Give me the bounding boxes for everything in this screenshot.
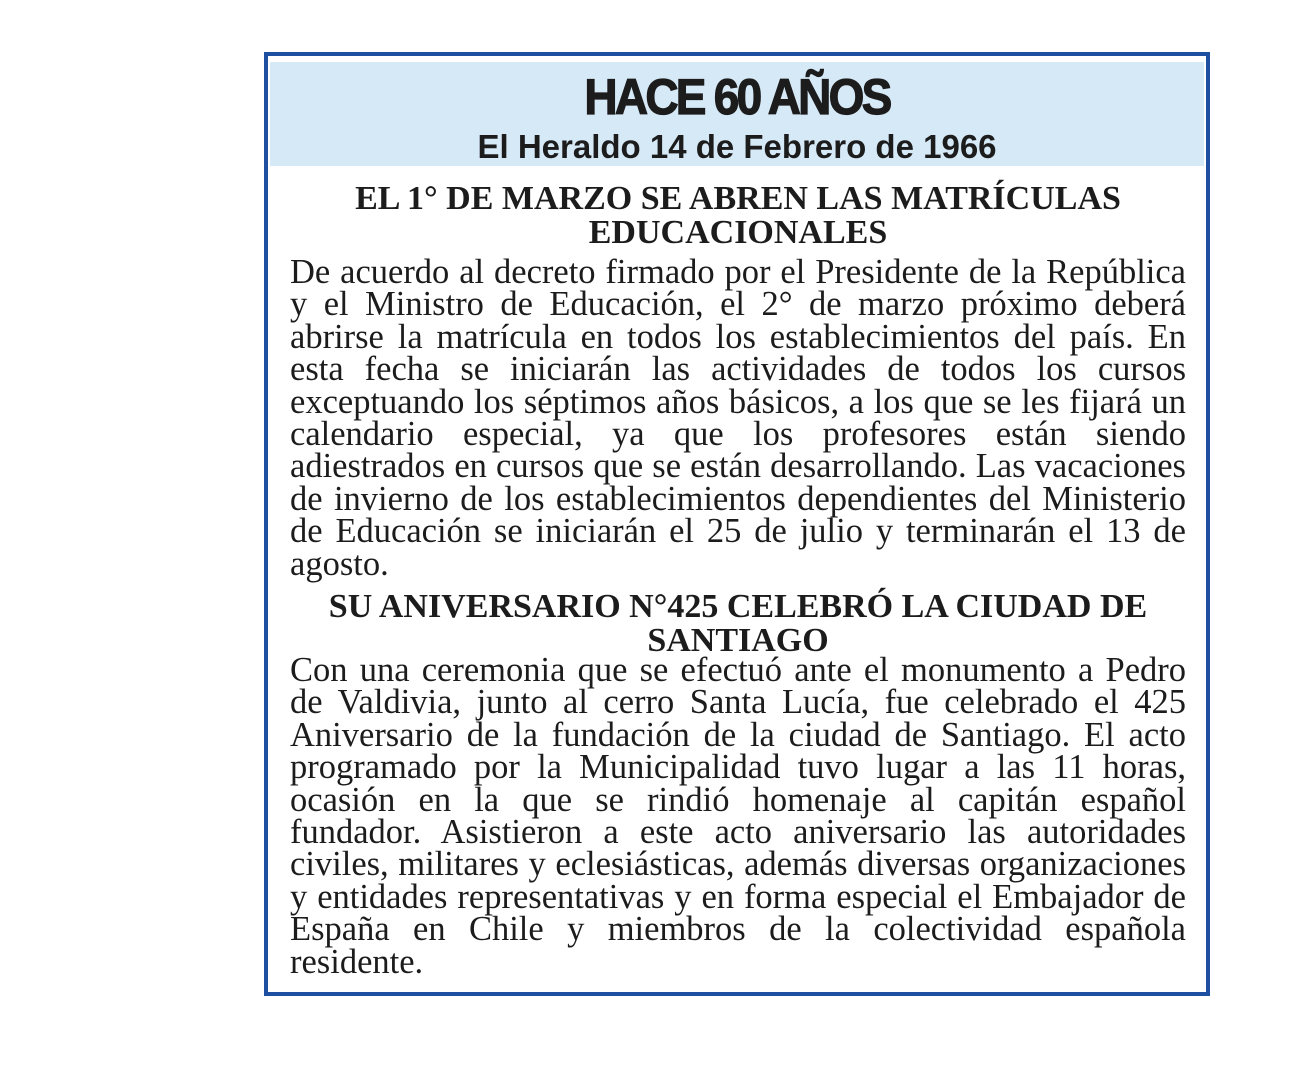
masthead bbox=[270, 62, 1204, 166]
clipping-frame bbox=[264, 52, 1210, 996]
masthead-date-line: El Heraldo 14 de Febrero de 1966 bbox=[477, 128, 997, 165]
article-body-matriculas: De acuerdo al decreto firmado por el Presidente de la República y el Ministro de Educación, el 2° de marzo próximo deberá abrirse la matrícula en todos los establecimientos del país. En esta fecha se iniciarán las actividades de todos los cursos exceptuando los séptimos años básicos, a los que se les fijará un calendario especial, ya que los profesores están siendo adiestrados en cursos que se están desarrollando. Las vacaciones de invierno de los establecimientos dependientes del Ministerio de Educación se iniciarán el 25 de julio y terminarán el 13 de agosto. bbox=[290, 253, 1186, 583]
masthead-title: HACE 60 AÑOS bbox=[584, 69, 890, 125]
article-body-aniversario: Con una ceremonia que se efectuó ante el monumento a Pedro de Valdivia, junto al cerro Santa Lucía, fue celebrado el 425 Aniversario de la fundación de la ciudad de Santiago. El acto programado por la Municipalidad tuvo lugar a las 11 horas, ocasión en la que se rindió homenaje al capitán español fundador. Asistieron a este acto aniversario las autoridades civiles, militares y eclesiásticas, además diversas organizaciones y entidades representativas y en forma especial el Embajador de España en Chile y miembros de la colectividad española residente. bbox=[290, 651, 1186, 981]
article-headline-matriculas: EL 1° DE MARZO SE ABREN LAS MATRÍCULAS EDUCACIONALES bbox=[355, 180, 1121, 251]
article-headline-aniversario: SU ANIVERSARIO N°425 CELEBRÓ LA CIUDAD DE SANTIAGO bbox=[328, 588, 1148, 659]
